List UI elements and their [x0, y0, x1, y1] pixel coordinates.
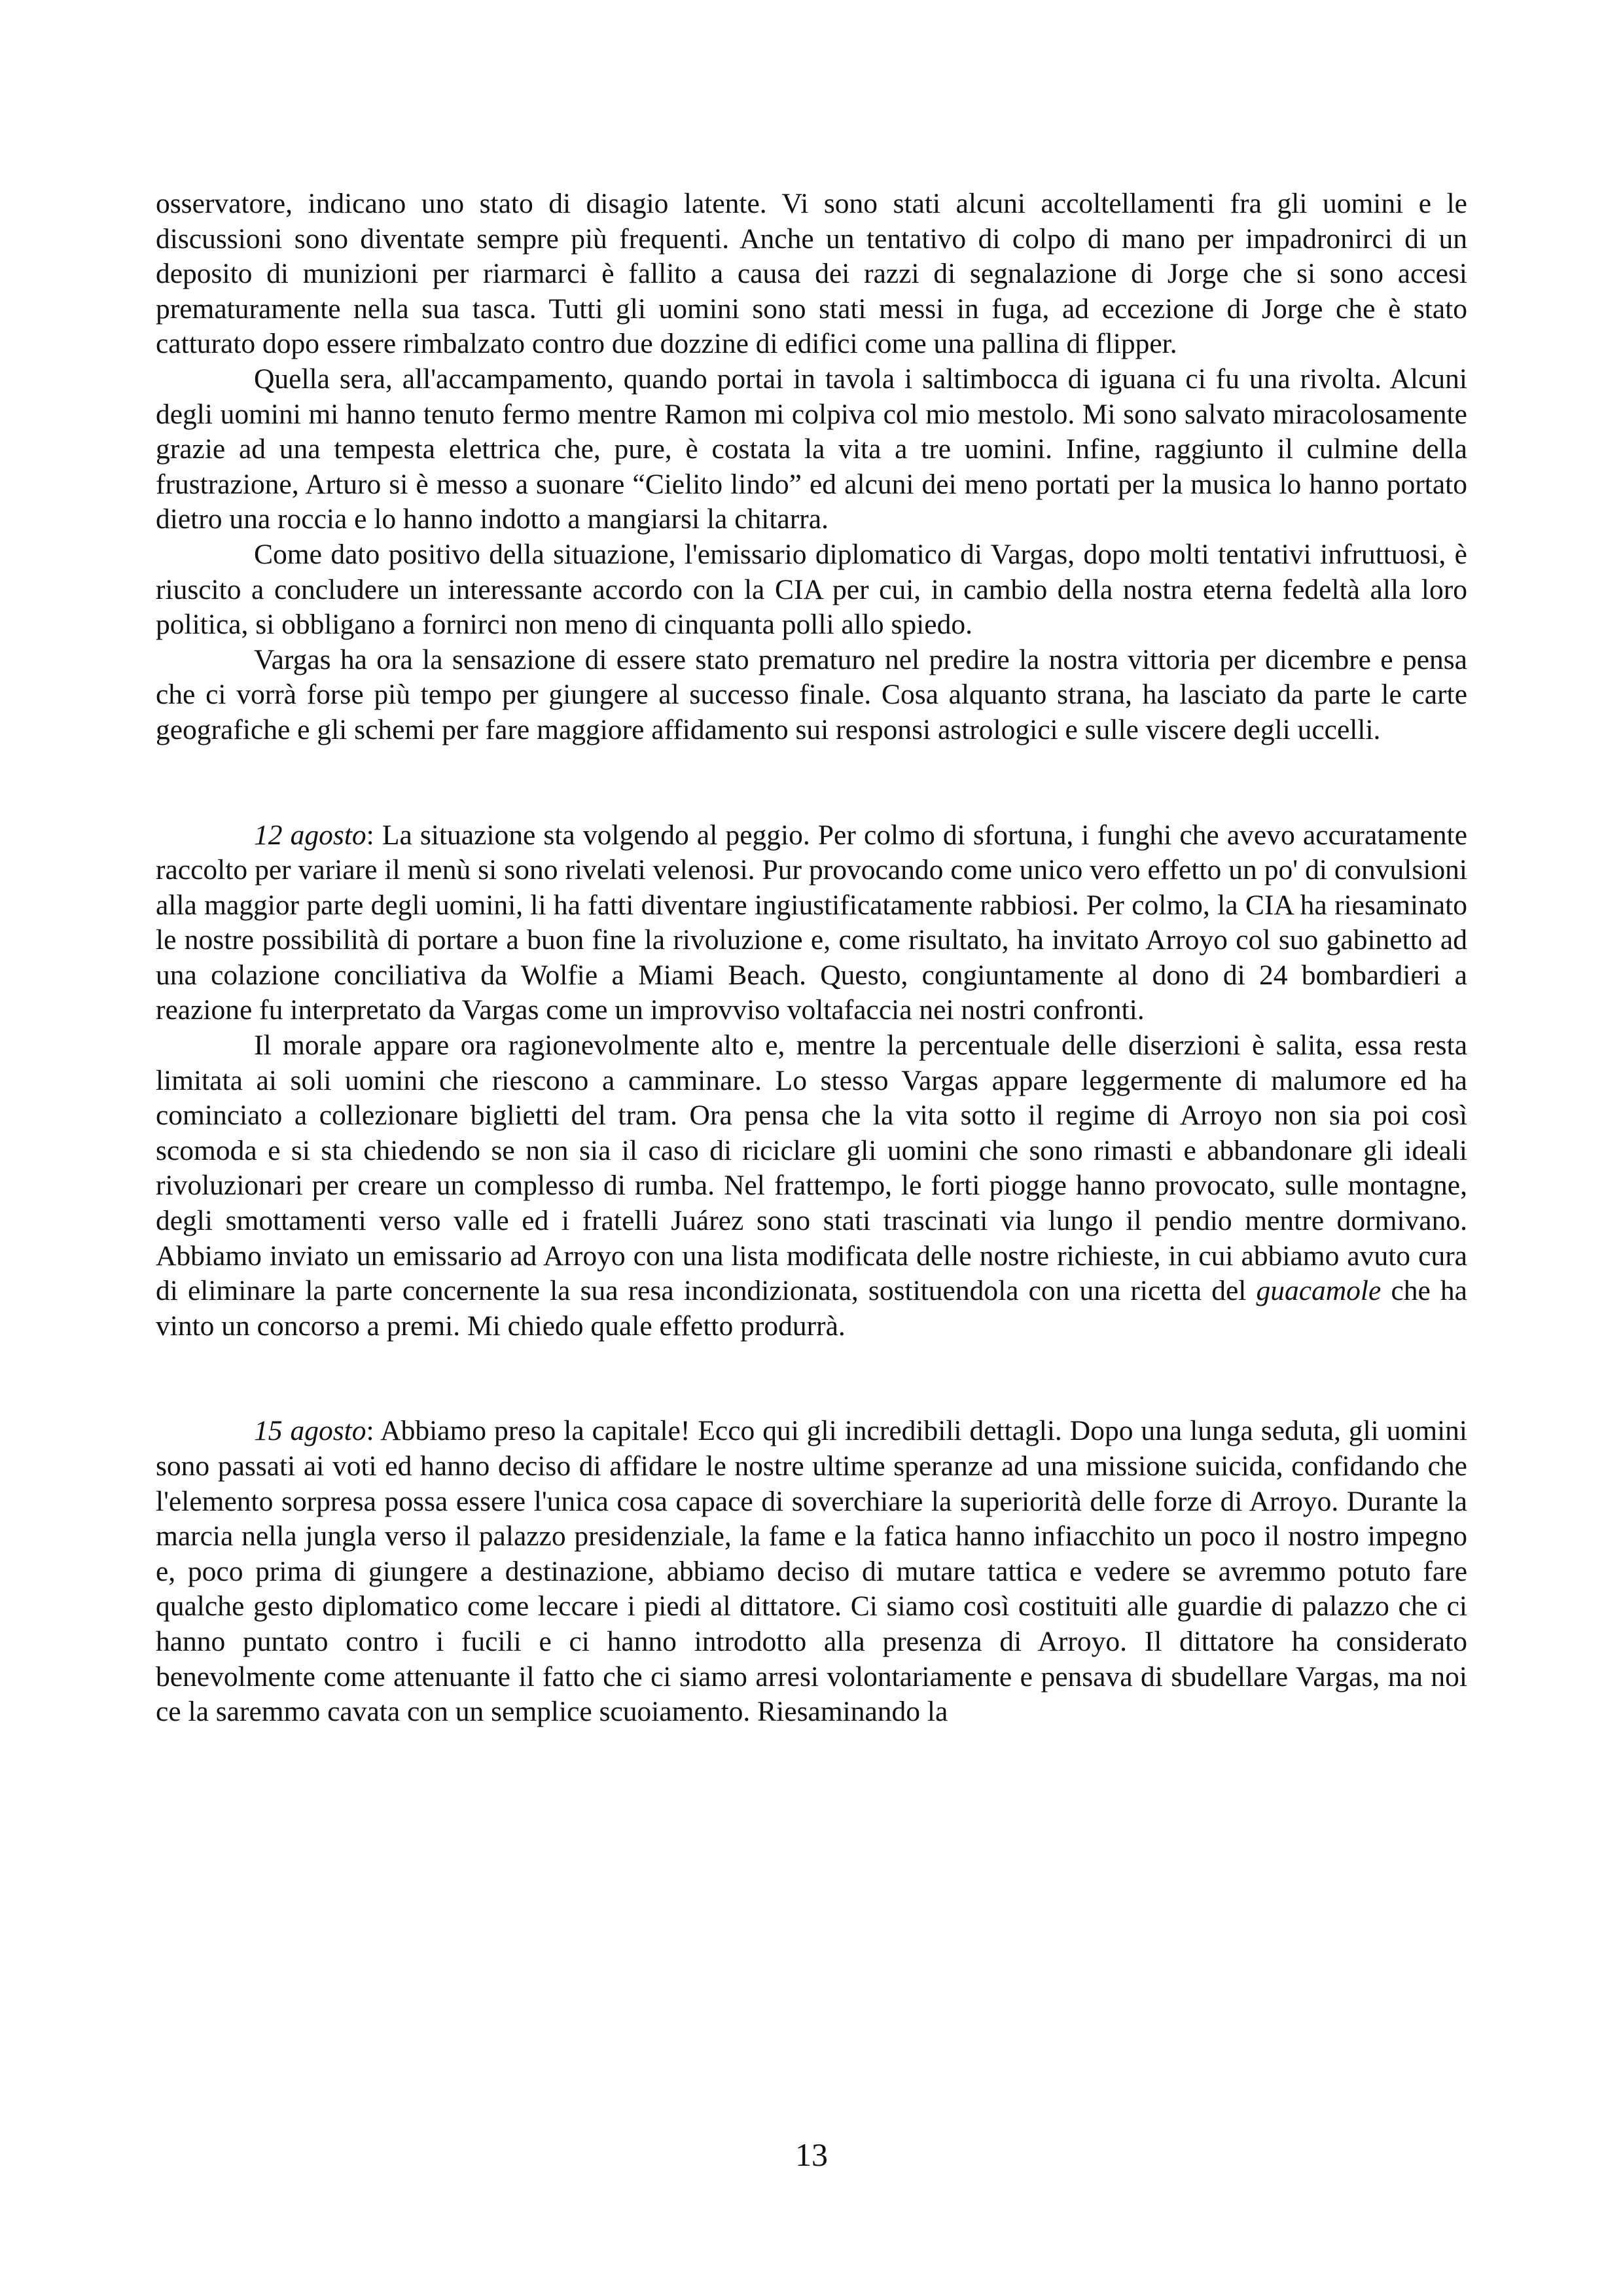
- entry-text: : Abbiamo preso la capitale! Ecco qui gli incredibili dettagli. Dopo una lunga seduta, gli uomini sono passati ai voti ed hanno deciso di affidare le nostre ultime speranze ad una missione suicida, confidando che l'elemento sorpresa possa essere l'unica cosa capace di soverchiare la superiorità delle forze di Arroyo. Durante la marcia nella jungla verso il palazzo presidenziale, la fame e la fatica hanno infiacchito un poco il nostro impegno e, poco prima di giungere a destinazione, abbiamo deciso di mutare tattica e vedere se avremmo potuto fare qualche gesto diplomatico come leccare i piedi al dittatore. Ci siamo così costituiti alle guardie di palazzo che ci hanno puntato contro i fucili e ci hanno introdotto alla presenza di Arroyo. Il dittatore ha considerato benevolmente come attenuante il fatto che ci siamo arresi volontariamente e pensava di sbudellare Vargas, ma noi ce la saremmo cavata con un semplice scuoiamento. Riesaminando la: [156, 1415, 1467, 1728]
- paragraph-vargas-prediction: Vargas ha ora la sensazione di essere stato prematuro nel predire la nostra vittoria per dicembre e pensa che ci vorrà forse più tempo per giungere al successo finale. Cosa alquanto strana, ha lasciato da parte le carte geografiche e gli schemi per fare maggiore affidamento sui responsi astrologici e sulle viscere degli uccelli.: [156, 643, 1467, 745]
- italic-word: guacamole: [1256, 1275, 1382, 1307]
- entry-spacer: [156, 1344, 1467, 1414]
- paragraph-cia-agreement: Come dato positivo della situazione, l'emissario diplomatico di Vargas, dopo molti tentativi infruttuosi, è riuscito a concludere un interessante accordo con la CIA per cui, in cambio della nostra eterna fedeltà alla loro politica, si obbligano a fornirci non meno di cinquanta polli allo spiedo.: [156, 538, 1467, 641]
- paragraph-text: Il morale appare ora ragionevolmente alto e, mentre la percentuale delle diserzioni è salita, essa resta limitata ai soli uomini che riescono a camminare. Lo stesso Vargas appare leggermente di malumore ed ha cominciato a collezionare biglietti del tram. Ora pensa che la vita sotto il regime di Arroyo non sia poi così scomoda e si sta chiedendo se non sia il caso di riciclare gli uomini che sono rimasti e abbandonare gli ideali rivoluzionari per creare un complesso di rumba. Nel frattempo, le forti piogge hanno provocato, sulle montagne, degli smottamenti verso valle ed i fratelli Juárez sono stati trascinati via lungo il pendio mentre dormivano. Abbiamo inviato un emissario ad Arroyo con una lista modificata delle nostre richieste, in cui abbiamo avuto cura di eliminare la parte concernente la sua resa incondizionata, sostituendola con una ricetta del: [156, 1030, 1467, 1307]
- paragraph-continuation: osservatore, indicano uno stato di disagio latente. Vi sono stati alcuni accoltellamenti fra gli uomini e le discussioni sono diventate sempre più frequenti. Anche un tentativo di colpo di mano per impadronirci di un deposito di munizioni per riarmarci è fallito a causa dei razzi di segnalazione di Jorge che si sono accesi prematuramente nella sua tasca. Tutti gli uomini sono stati messi in fuga, ad eccezione di Jorge che è stato catturato dopo essere rimbalzato contro due dozzine di edifici come una pallina di flipper.: [156, 188, 1467, 360]
- diary-entry-aug-12: [156, 818, 1467, 1029]
- entry-spacer: [156, 748, 1467, 818]
- paragraph-text-end: che ha vinto un concorso a premi. Mi chiedo quale effetto produrrà.: [156, 1275, 1467, 1342]
- paragraph-revolt: Quella sera, all'accampamento, quando portai in tavola i saltimbocca di iguana ci fu una rivolta. Alcuni degli uomini mi hanno tenuto fermo mentre Ramon mi colpiva col mio mestolo. Mi sono salvato miracolosamente grazie ad una tempesta elettrica che, pure, è costata la vita a tre uomini. Infine, raggiunto il culmine della frustrazione, Arturo si è messo a suonare “Cielito lindo” ed alcuni dei meno portati per la musica lo hanno portato dietro una roccia e lo hanno indotto a mangiarsi la chitarra.: [156, 363, 1467, 535]
- entry-date: 12 agosto: [254, 819, 366, 851]
- page-number: 13: [795, 2136, 828, 2173]
- diary-entry-aug-15: [156, 1414, 1467, 1729]
- entry-text: : La situazione sta volgendo al peggio. Per colmo di sfortuna, i funghi che avevo accuratamente raccolto per variare il menù si sono rivelati velenosi. Pur provocando come unico vero effetto un po' di convulsioni alla maggior parte degli uomini, li ha fatti diventare ingiustificatamente rabbiosi. Per colmo, la CIA ha riesaminato le nostre possibilità di portare a buon fine la rivoluzione e, come risultato, ha invitato Arroyo col suo gabinetto ad una colazione conciliativa da Wolfie a Miami Beach. Questo, congiuntamente al dono di 24 bombardieri a reazione fu interpretato da Vargas come un improvviso voltafaccia nei nostri confronti.: [156, 819, 1468, 1026]
- entry-date: 15 agosto: [254, 1415, 366, 1447]
- book-page: [156, 187, 1467, 1730]
- paragraph-morale: [156, 1028, 1467, 1344]
